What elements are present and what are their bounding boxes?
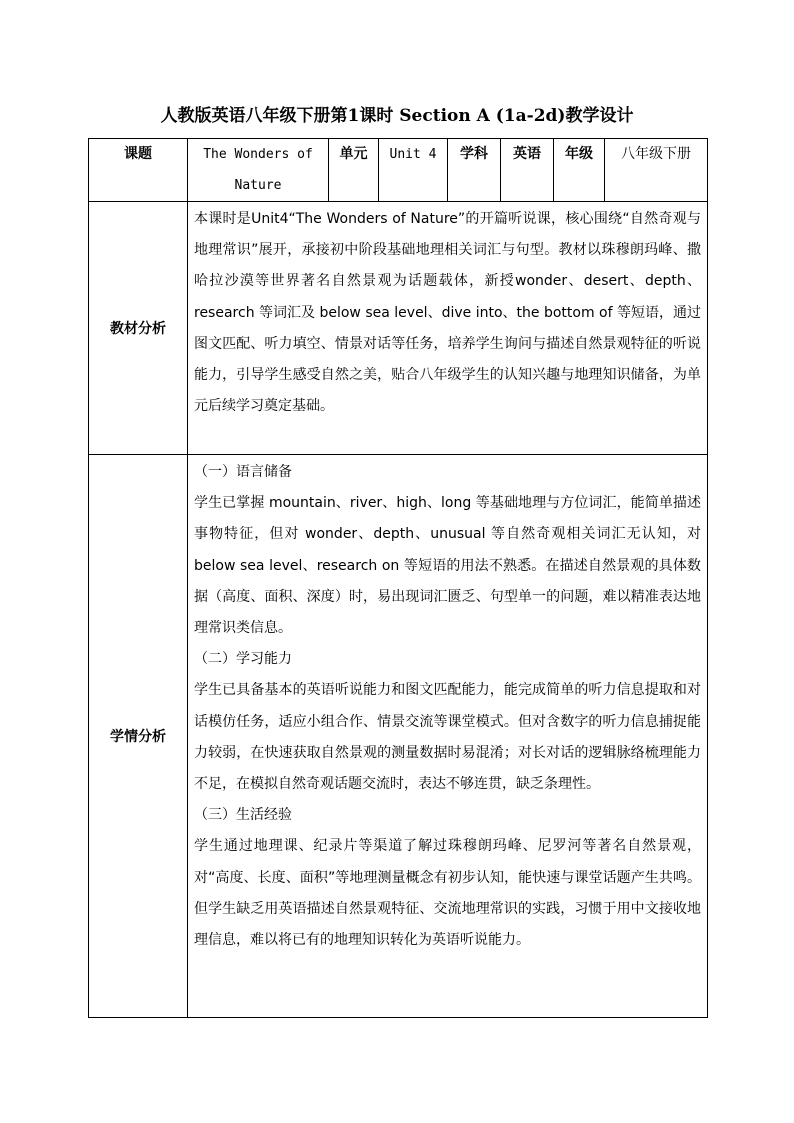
material-analysis-label: 教材分析 — [89, 202, 188, 455]
topic-label: 课题 — [89, 139, 188, 202]
subject-value: 英语 — [501, 139, 554, 202]
language-section-heading: （一）语言储备 — [194, 464, 292, 480]
ability-section-text: 学生已具备基本的英语听说能力和图文匹配能力，能完成简单的听力信息提取和对话模仿任务，适应小组合作、情景交流等课堂模式。但对含数字的听力信息捕捉能力较弱，在快速获取自然景观的测量数据时易混淆；对长对话的逻辑脉络梳理能力不足，在模拟自然奇观话题交流时，表达不够连贯，缺乏条理性。 — [194, 682, 701, 793]
subject-label: 学科 — [448, 139, 501, 202]
language-section-text: 学生已掌握 mountain、river、high、long 等基础地理与方位词汇，能简单描述事物特征，但对 wonder、depth、unusual 等自然奇观相关词汇无认知，对 below sea level、research on 等短语的用法不熟悉。在描述自然景观的具体数据（高度、面积、深度）时，易出现词汇匮乏、句型单一的问题，难以精准表达地理常识类信息。 — [194, 495, 701, 637]
ability-section-heading: （二）学习能力 — [194, 651, 292, 668]
learner-analysis-cell — [188, 455, 708, 1018]
material-analysis-row — [89, 202, 708, 455]
unit-value: Unit 4 — [379, 139, 448, 202]
material-analysis-text: 本课时是Unit4“The Wonders of Nature”的开篇听说课，核心围绕“自然奇观与地理常识”展开，承接初中阶段基础地理相关词汇与句型。教材以珠穆朗玛峰、撒哈拉沙漠等世界著名自然景观为话题载体，新授wonder、desert、depth、research 等词汇及 below sea level、dive into、the bottom of 等短语，通过图文匹配、听力填空、情景对话等任务，培养学生询问与描述自然景观特征的听说能力，引导学生感受自然之美，贴合八年级学生的认知兴趣与地理知识储备，为单元后续学习奠定基础。 — [194, 211, 701, 415]
grade-label: 年级 — [554, 139, 605, 202]
material-analysis-cell — [188, 202, 708, 455]
unit-label: 单元 — [329, 139, 379, 202]
experience-section-heading: （三）生活经验 — [194, 807, 292, 824]
lesson-plan-table — [88, 138, 708, 1018]
learner-analysis-label: 学情分析 — [89, 455, 188, 1018]
topic-value: The Wonders of Nature — [188, 139, 329, 202]
page-title: 人教版英语八年级下册第1课时 Section A (1a-2d)教学设计 — [160, 106, 634, 126]
grade-value: 八年级下册 — [605, 139, 708, 202]
experience-section-text: 学生通过地理课、纪录片等渠道了解过珠穆朗玛峰、尼罗河等著名自然景观，对“高度、长度、面积”等地理测量概念有初步认知，能快速与课堂话题产生共鸣。但学生缺乏用英语描述自然景观特征、交流地理常识的实践，习惯于用中文接收地理信息，难以将已有的地理知识转化为英语听说能力。 — [194, 838, 701, 949]
header-row — [89, 139, 708, 202]
learner-analysis-row — [89, 455, 708, 1018]
